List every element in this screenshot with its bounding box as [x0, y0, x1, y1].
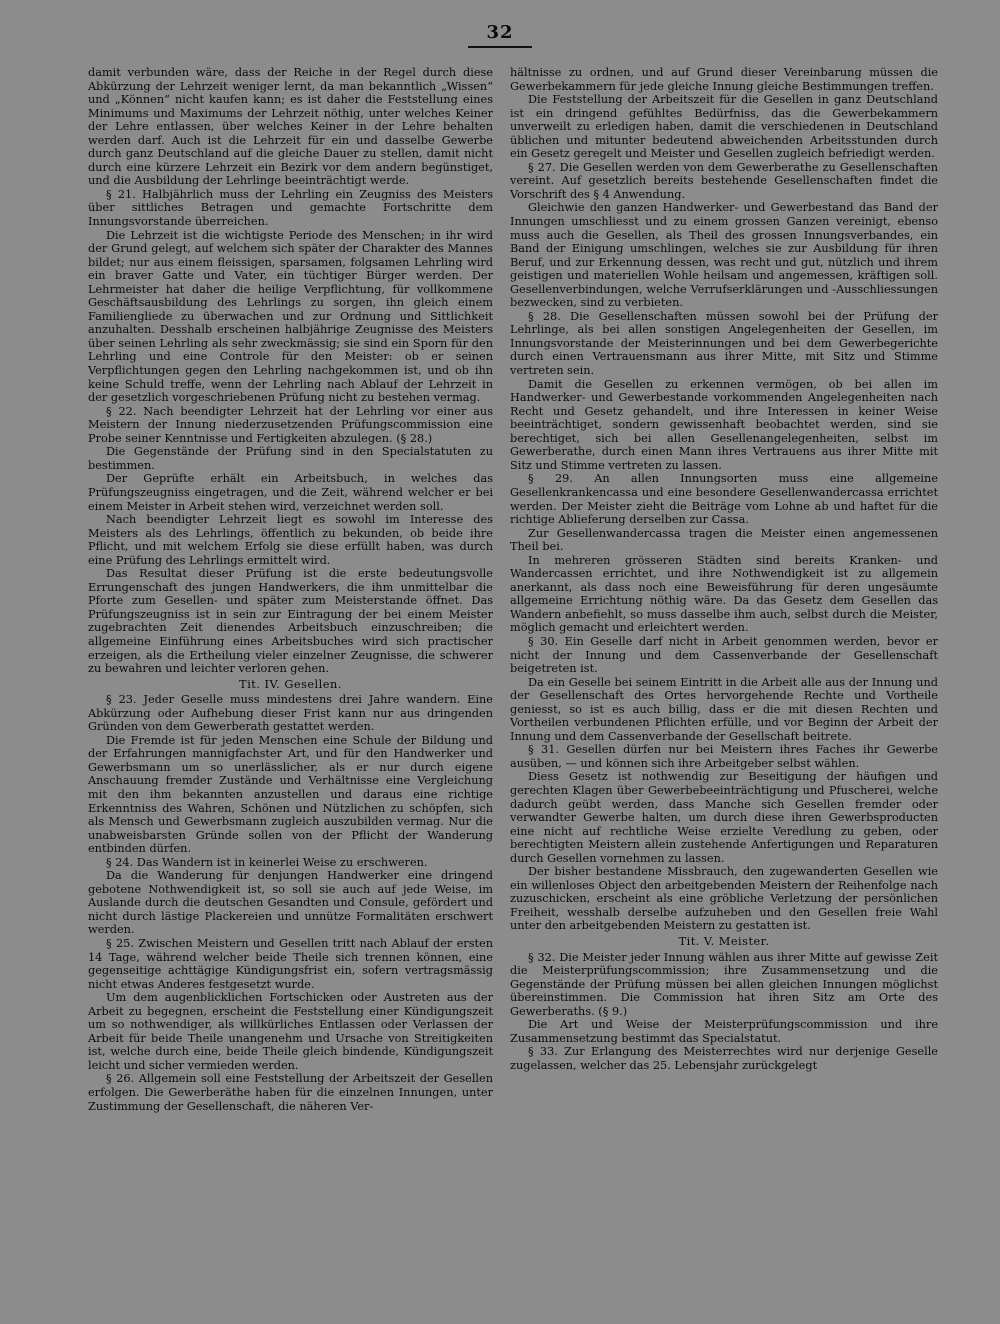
paragraph: § 25. Zwischen Meistern und Gesellen tritt nach Ablauf der ersten 14 Tage, während welcher beide Theile sich trennen können, eine gegenseitige achttägige Kündigungsfrist ein, sofern vertragsmässig nicht etwas Anderes festgesetzt wurde.	[88, 937, 493, 991]
page-number-rule	[468, 46, 532, 48]
paragraph: damit verbunden wäre, dass der Reiche in der Regel durch diese Abkürzung der Lehrzeit weniger lernt, da man bekanntlich „Wissen“ und „Können“ nicht kaufen kann; es ist daher die Feststellung eines Minimums und Maximums der Lehrzeit nöthig, unter welches Keiner der Lehre entlassen, über welches Keiner in der Lehre behalten werden darf. Auch ist die Lehrzeit für ein und dasselbe Gewerbe durch ganz Deutschland auf die gleiche Dauer zu stellen, damit nicht durch eine kürzere Lehrzeit ein Bezirk vor dem andern begünstiget, und die Ausbildung der Lehrlinge beeinträchtigt werde.	[88, 66, 493, 188]
left-column	[88, 66, 493, 1302]
paragraph: Die Feststellung der Arbeitszeit für die Gesellen in ganz Deutschland ist ein dringend gefühltes Bedürfniss, das die Gewerbekammern unverweilt zu erledigen haben, damit die verschiedenen in Deutschland üblichen und mitunter bedeutend abweichenden Arbeitsstunden durch ein Gesetz geregelt und Meister und Gesellen zugleich befriedigt werden.	[510, 93, 938, 161]
paragraph: § 21. Halbjährlich muss der Lehrling ein Zeugniss des Meisters über sittliches Betragen und gemachte Fortschritte dem Innungsvorstande überreichen.	[88, 187, 493, 229]
paragraph: § 28. Die Gesellenschaften müssen sowohl bei der Prüfung der Lehrlinge, als bei allen sonstigen Angelegenheiten der Gesellen, im Innungsvorstande der Meisterinnungen und bei dem Gewerbegerichte durch einen Vertrauensmann aus ihrer Mitte, mit Sitz und Stimme vertreten sein.	[510, 309, 938, 378]
right-column	[510, 66, 938, 1302]
paragraph: § 31. Gesellen dürfen nur bei Meistern ihres Faches ihr Gewerbe ausüben, — und können sich ihre Arbeitgeber selbst wählen.	[510, 743, 938, 770]
paragraph: Diess Gesetz ist nothwendig zur Beseitigung der häufigen und gerechten Klagen über Gewerbebeeinträchtigung und Pfuscherei, welche dadurch geübt werden, dass Manche sich Gesellen fremder oder verwandter Gewerbe halten, um durch diese ihren Gewerbsproducten eine nicht auf rechtliche Weise erzielte Veredlung zu geben, oder berechtigten Meistern allein zustehende Anfertigungen und Reparaturen durch Gesellen vornehmen zu lassen.	[510, 770, 938, 865]
paragraph: Die Art und Weise der Meisterprüfungscommission und ihre Zusammensetzung bestimmt das Specialstatut.	[510, 1018, 938, 1045]
paragraph: § 29. An allen Innungsorten muss eine allgemeine Gesellenkrankencassa und eine besondere Gesellenwandercassa errichtet werden. Der Meister zieht die Beiträge vom Lohne ab und haftet für die richtige Ablieferung derselben zur Cassa.	[510, 472, 938, 527]
section-heading: Tit. V. Meister.	[678, 935, 770, 948]
paragraph: § 24. Das Wandern ist in keinerlei Weise zu erschweren.	[106, 855, 428, 869]
paragraph: § 27. Die Gesellen werden von dem Gewerberathe zu Gesellenschaften vereint. Auf gesetzlich bereits bestehende Gesellenschaften findet die Vorschrift des § 4 Anwendung.	[510, 160, 938, 201]
paragraph: Die Lehrzeit ist die wichtigste Periode des Menschen; in ihr wird der Grund gelegt, auf welchem sich später der Charakter des Mannes bildet; nur aus einem fleissigen, sparsamen, folgsamen Lehrling wird ein braver Gatte und Vater, ein tüchtiger Bürger werden. Der Lehrmeister hat daher die heilige Verpflichtung, für vollkommene Geschäftsausbildung des Lehrlings zu sorgen, ihn gleich einem Familiengliede zu überwachen und zur Ordnung und Sittlichkeit anzuhalten. Desshalb erscheinen halbjährige Zeugnisse des Meisters über seinen Lehrling als sehr zweckmässig; sie sind ein Sporn für den Lehrling und eine Controle für den Meister: ob er seinen Verpflichtungen gegen den Lehrling nachgekommen ist, und ob ihn keine Schuld treffe, wenn der Lehrling nach Ablauf der Lehrzeit in der gesetzlich vorgeschriebenen Prüfung nicht zu bestehen vermag.	[88, 228, 493, 405]
paragraph: Das Resultat dieser Prüfung ist die erste bedeutungsvolle Errungenschaft des jungen Handwerkers, die ihm unmittelbar die Pforte zum Gesellen- und später zum Meisterstande öffnet. Das Prüfungszeugniss ist in sein zur Eintragung der bei einem Meister zugebrachten Zeit dienendes Arbeitsbuch einzuschreiben; die allgemeine Einführung eines Arbeitsbuches wird sich practischer erzeigen, als die Ertheilung vieler einzelner Zeugnisse, die schwerer zu bewahren und leichter verloren gehen.	[88, 567, 493, 676]
paragraph: In mehreren grösseren Städten sind bereits Kranken- und Wandercassen errichtet, und ihre Nothwendigkeit ist zu allgemein anerkannt, als dass noch eine Beweisführung für deren ungesäumte allgemeine Errichtung nöthig wäre. Da das Gesetz dem Gesellen das Wandern anbefiehlt, so muss dasselbe ihm auch, selbst durch die Meister, möglich gemacht und erleichtert werden.	[510, 553, 938, 635]
paragraph: Der Geprüfte erhält ein Arbeitsbuch, in welches das Prüfungszeugniss eingetragen, und die Zeit, während welcher er bei einem Meister in Arbeit stehen wird, verzeichnet werden soll.	[88, 472, 493, 513]
paragraph: Um dem augenblicklichen Fortschicken oder Austreten aus der Arbeit zu begegnen, erscheint die Feststellung einer Kündigungszeit um so nothwendiger, als willkürliches Entlassen oder Verlassen der Arbeit für beide Theile unangenehm und Ursache von Streitigkeiten ist, welche durch eine, beide Theile gleich bindende, Kündigungszeit leicht und sicher vermieden werden.	[88, 991, 493, 1072]
paragraph: Da ein Geselle bei seinem Eintritt in die Arbeit alle aus der Innung und der Gesellenschaft des Ortes hervorgehende Rechte und Vortheile geniesst, so ist es auch billig, dass er die mit diesen Rechten und Vortheilen verbundenen Pflichten erfülle, und vor Beginn der Arbeit der Innung und dem Cassenverbande der Gesellschaft beitrete.	[510, 675, 938, 743]
paragraph: Da die Wanderung für denjungen Handwerker eine dringend gebotene Nothwendigkeit ist, so soll sie auch auf jede Weise, im Auslande durch die deutschen Gesandten und Consule, gefördert und nicht durch lästige Plackereien und unnütze Formalitäten erschwert werden.	[88, 869, 493, 937]
paragraph: Die Fremde ist für jeden Menschen eine Schule der Bildung und der Erfahrungen mannigfachster Art, und für den Handwerker und Gewerbsmann um so unerlässlicher, als er nur durch eigene Anschauung fremder Zustände und Verhältnisse eine Vergleichung mit den ihm bekannten anzustellen und daraus eine richtige Erkenntniss des Wahren, Schönen und Nützlichen zu schöpfen, sich als Mensch und Gewerbsmann zugleich auszubilden vermag. Nur die unabweisbarsten Gründe sollen von der Pflicht der Wanderung entbinden dürfen.	[88, 733, 493, 856]
paragraph: § 33. Zur Erlangung des Meisterrechtes wird nur derjenige Geselle zugelassen, welcher das 25. Lebensjahr zurückgelegt	[510, 1045, 938, 1072]
paragraph: § 32. Die Meister jeder Innung wählen aus ihrer Mitte auf gewisse Zeit die Meisterprüfungscommission; ihre Zusammensetzung und die Gegenstände der Prüfung müssen bei allen gleichen Innungen möglichst übereinstimmen. Die Commission hat ihren Sitz am Orte des Gewerberaths. (§ 9.)	[510, 950, 938, 1018]
paragraph: § 30. Ein Geselle darf nicht in Arbeit genommen werden, bevor er nicht der Innung und dem Cassenverbande der Gesellenschaft beigetreten ist.	[510, 634, 938, 676]
paragraph: § 22. Nach beendigter Lehrzeit hat der Lehrling vor einer aus Meistern der Innung niederzusetzenden Prüfungscommission eine Probe seiner Kenntnisse und Fertigkeiten abzulegen. (§ 28.)	[88, 404, 493, 445]
paragraph: Die Gegenstände der Prüfung sind in den Specialstatuten zu bestimmen.	[88, 445, 493, 472]
paragraph: Gleichwie den ganzen Handwerker- und Gewerbestand das Band der Innungen umschliesst und zu einem grossen Ganzen vereinigt, ebenso muss auch die Gesellen, als Theil des grossen Innungsverbandes, ein Band der Einigung umschlingen, welches sie zur Ausbildung für ihren Beruf, und zur Erkennung dessen, was recht und gut, nützlich und ihrem geistigen und materiellen Wohle heilsam und angemessen, kräftigen soll. Gesellenverbindungen, welche Verrufserklärungen und -Ausschliessungen bezwecken, sind zu verbieten.	[510, 201, 938, 310]
page-number: 32	[486, 22, 514, 43]
paragraph: § 23. Jeder Geselle muss mindestens drei Jahre wandern. Eine Abkürzung oder Aufhebung dieser Frist kann nur aus dringenden Gründen von dem Gewerberath gestattet werden.	[88, 693, 493, 734]
paragraph: Damit die Gesellen zu erkennen vermögen, ob bei allen im Handwerker- und Gewerbestande vorkommenden Angelegenheiten nach Recht und Gesetz gehandelt, und ihre Interessen in keiner Weise beeinträchtiget, sondern gewissenhaft beobachtet werden, sind sie berechtiget, sich bei allen Gesellenangelegenheiten, selbst im Gewerberathe, durch einen Mann ihres Vertrauens aus ihrer Mitte mit Sitz und Stimme vertreten zu lassen.	[510, 377, 938, 472]
paragraph: Der bisher bestandene Missbrauch, den zugewanderten Gesellen wie ein willenloses Object den arbeitgebenden Meistern der Reihenfolge nach zuzuschicken, erscheint als eine gröbliche Verletzung der persönlichen Freiheit, wesshalb derselbe aufzuheben und den Gesellen freie Wahl unter den arbeitgebenden Meistern zu gestatten ist.	[510, 865, 938, 933]
section-heading: Tit. IV. Gesellen.	[239, 677, 342, 691]
paragraph: hältnisse zu ordnen, und auf Grund dieser Vereinbarung müssen die Gewerbekammern für jede gleiche Innung gleiche Bestimmungen treffen.	[510, 66, 938, 93]
paragraph: Nach beendigter Lehrzeit liegt es sowohl im Interesse des Meisters als des Lehrlings, öffentlich zu bekunden, ob beide ihre Pflicht, und mit welchem Erfolg sie diese erfüllt haben, was durch eine Prüfung des Lehrlings ermittelt wird.	[88, 513, 493, 567]
paragraph: § 26. Allgemein soll eine Feststellung der Arbeitszeit der Gesellen erfolgen. Die Gewerberäthe haben für die einzelnen Innungen, unter Zustimmung der Gesellenschaft, die näheren Ver-	[88, 1072, 493, 1113]
paragraph: Zur Gesellenwandercassa tragen die Meister einen angemessenen Theil bei.	[510, 526, 938, 554]
